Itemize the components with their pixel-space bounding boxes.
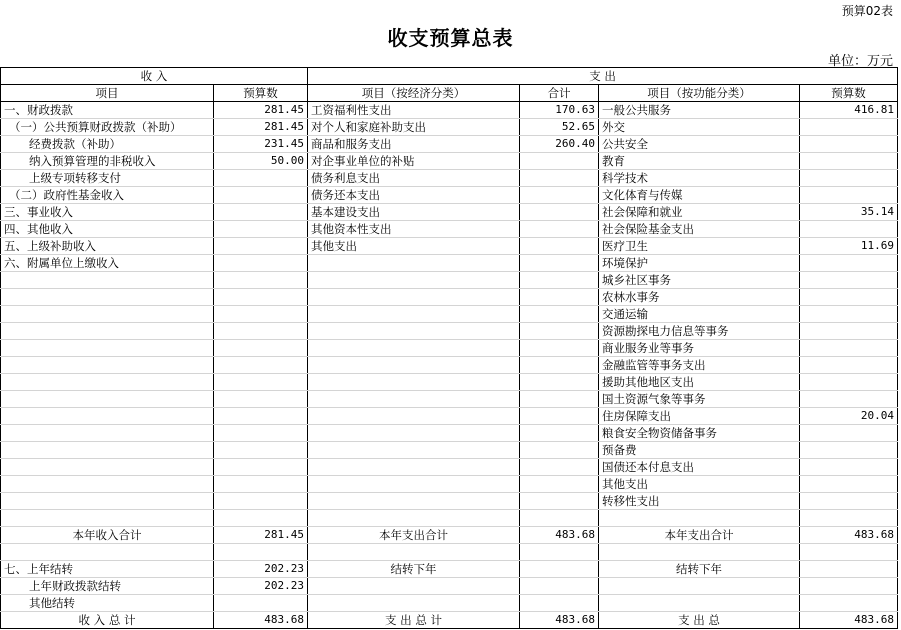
page-title: 收支预算总表 bbox=[387, 26, 514, 50]
expense-func-budget bbox=[800, 289, 898, 306]
expense-econ-total bbox=[520, 340, 599, 357]
empty-cell bbox=[599, 544, 800, 561]
income-item: （一）公共预算财政拨款（补助） bbox=[1, 119, 214, 136]
income-budget bbox=[214, 391, 308, 408]
year-income-total-label: 本年收入合计 bbox=[1, 527, 214, 544]
empty-cell bbox=[308, 544, 520, 561]
income-budget bbox=[214, 221, 308, 238]
expense-func-item: 资源勘探电力信息等事务 bbox=[599, 323, 800, 340]
expense-econ-item bbox=[308, 476, 520, 493]
empty-cell bbox=[800, 578, 898, 595]
income-item bbox=[1, 323, 214, 340]
carry-func-item bbox=[599, 578, 800, 595]
carry-income-value: 202.23 bbox=[214, 578, 308, 595]
expense-econ-total bbox=[520, 357, 599, 374]
grand-func-label: 支 出 总 bbox=[599, 612, 800, 629]
carry-econ-item: 结转下年 bbox=[308, 561, 520, 578]
expense-func-item: 环境保护 bbox=[599, 255, 800, 272]
year-total-row bbox=[1, 527, 898, 544]
expense-func-item: 商业服务业等事务 bbox=[599, 340, 800, 357]
income-item bbox=[1, 391, 214, 408]
expense-func-budget: 35.14 bbox=[800, 204, 898, 221]
income-budget bbox=[214, 408, 308, 425]
table-row bbox=[1, 442, 898, 459]
expense-econ-item: 对个人和家庭补助支出 bbox=[308, 119, 520, 136]
income-item bbox=[1, 493, 214, 510]
expense-func-item: 国土资源气象等事务 bbox=[599, 391, 800, 408]
expense-econ-item bbox=[308, 493, 520, 510]
expense-econ-item: 其他资本性支出 bbox=[308, 221, 520, 238]
income-budget bbox=[214, 442, 308, 459]
table-row bbox=[1, 238, 898, 255]
income-budget bbox=[214, 170, 308, 187]
income-budget bbox=[214, 187, 308, 204]
year-expense-total-label: 本年支出合计 bbox=[308, 527, 520, 544]
expense-econ-item bbox=[308, 289, 520, 306]
expense-econ-item: 工资福利性支出 bbox=[308, 102, 520, 119]
table-row bbox=[1, 510, 898, 527]
expense-func-item: 交通运输 bbox=[599, 306, 800, 323]
income-item: 四、其他收入 bbox=[1, 221, 214, 238]
expense-econ-item: 基本建设支出 bbox=[308, 204, 520, 221]
table-row bbox=[1, 272, 898, 289]
expense-func-item: 援助其他地区支出 bbox=[599, 374, 800, 391]
income-budget bbox=[214, 323, 308, 340]
table-row bbox=[1, 221, 898, 238]
empty-cell bbox=[214, 544, 308, 561]
grand-econ-label: 支 出 总 计 bbox=[308, 612, 520, 629]
expense-econ-total bbox=[520, 187, 599, 204]
expense-func-item: 一般公共服务 bbox=[599, 102, 800, 119]
empty-cell bbox=[520, 561, 599, 578]
income-group-header: 收 入 bbox=[1, 68, 308, 85]
expense-econ-item bbox=[308, 510, 520, 527]
expense-econ-total bbox=[520, 459, 599, 476]
income-budget bbox=[214, 272, 308, 289]
income-item: （二）政府性基金收入 bbox=[1, 187, 214, 204]
expense-econ-total bbox=[520, 476, 599, 493]
carry-income-value bbox=[214, 595, 308, 612]
income-item bbox=[1, 459, 214, 476]
income-item: 一、财政拨款 bbox=[1, 102, 214, 119]
carry-econ-item bbox=[308, 578, 520, 595]
table-row bbox=[1, 289, 898, 306]
expense-func-budget: 11.69 bbox=[800, 238, 898, 255]
income-item: 上级专项转移支付 bbox=[1, 170, 214, 187]
table-row bbox=[1, 425, 898, 442]
empty-cell bbox=[1, 544, 214, 561]
expense-econ-total bbox=[520, 221, 599, 238]
expense-econ-total bbox=[520, 425, 599, 442]
carry-income-item: 上年财政拨款结转 bbox=[1, 578, 214, 595]
income-budget: 281.45 bbox=[214, 102, 308, 119]
expense-func-item: 公共安全 bbox=[599, 136, 800, 153]
form-number: 预算02表 bbox=[841, 4, 893, 18]
col-header-budget: 预算数 bbox=[214, 85, 308, 102]
income-budget bbox=[214, 425, 308, 442]
table-row bbox=[1, 170, 898, 187]
carry-func-item bbox=[599, 595, 800, 612]
income-item: 经费拨款（补助） bbox=[1, 136, 214, 153]
carry-econ-item bbox=[308, 595, 520, 612]
expense-econ-item bbox=[308, 323, 520, 340]
income-item: 五、上级补助收入 bbox=[1, 238, 214, 255]
carry-row bbox=[1, 578, 898, 595]
expense-func-budget bbox=[800, 425, 898, 442]
expense-func-item: 社会保障和就业 bbox=[599, 204, 800, 221]
grand-func-value: 483.68 bbox=[800, 612, 898, 629]
expense-econ-item bbox=[308, 408, 520, 425]
grand-total-row bbox=[1, 612, 898, 629]
expense-econ-item bbox=[308, 374, 520, 391]
expense-func-item: 教育 bbox=[599, 153, 800, 170]
income-budget bbox=[214, 238, 308, 255]
expense-func-budget bbox=[800, 153, 898, 170]
expense-econ-item bbox=[308, 459, 520, 476]
expense-func-budget bbox=[800, 459, 898, 476]
expense-econ-item: 商品和服务支出 bbox=[308, 136, 520, 153]
expense-func-item: 农林水事务 bbox=[599, 289, 800, 306]
expense-econ-total: 260.40 bbox=[520, 136, 599, 153]
expense-func-item: 城乡社区事务 bbox=[599, 272, 800, 289]
expense-econ-total: 170.63 bbox=[520, 102, 599, 119]
year-income-total-value: 281.45 bbox=[214, 527, 308, 544]
income-budget bbox=[214, 340, 308, 357]
income-budget bbox=[214, 476, 308, 493]
col-header-total: 合计 bbox=[520, 85, 599, 102]
expense-func-budget bbox=[800, 323, 898, 340]
income-item bbox=[1, 272, 214, 289]
table-row bbox=[1, 357, 898, 374]
carry-income-item: 七、上年结转 bbox=[1, 561, 214, 578]
grand-income-label: 收 入 总 计 bbox=[1, 612, 214, 629]
income-budget: 50.00 bbox=[214, 153, 308, 170]
expense-func-budget bbox=[800, 476, 898, 493]
empty-cell bbox=[520, 544, 599, 561]
expense-func-budget bbox=[800, 255, 898, 272]
income-item bbox=[1, 408, 214, 425]
income-item bbox=[1, 357, 214, 374]
expense-econ-item bbox=[308, 340, 520, 357]
table-row bbox=[1, 340, 898, 357]
expense-econ-item bbox=[308, 357, 520, 374]
expense-econ-item: 债务利息支出 bbox=[308, 170, 520, 187]
expense-econ-item: 对企事业单位的补贴 bbox=[308, 153, 520, 170]
table-row bbox=[1, 374, 898, 391]
col-header-item: 项目 bbox=[1, 85, 214, 102]
expense-func-item: 粮食安全物资储备事务 bbox=[599, 425, 800, 442]
expense-econ-total bbox=[520, 153, 599, 170]
table-row bbox=[1, 476, 898, 493]
expense-func-budget bbox=[800, 136, 898, 153]
expense-econ-total bbox=[520, 238, 599, 255]
income-item bbox=[1, 340, 214, 357]
year-func-total-label: 本年支出合计 bbox=[599, 527, 800, 544]
expense-func-item: 医疗卫生 bbox=[599, 238, 800, 255]
empty-cell bbox=[520, 595, 599, 612]
table-row bbox=[1, 102, 898, 119]
col-header-item-func: 项目（按功能分类） bbox=[599, 85, 800, 102]
expense-econ-total bbox=[520, 391, 599, 408]
income-item: 三、事业收入 bbox=[1, 204, 214, 221]
income-item: 纳入预算管理的非税收入 bbox=[1, 153, 214, 170]
expense-func-budget bbox=[800, 357, 898, 374]
expense-func-budget bbox=[800, 340, 898, 357]
expense-func-item: 其他支出 bbox=[599, 476, 800, 493]
expense-func-budget bbox=[800, 510, 898, 527]
expense-func-budget bbox=[800, 493, 898, 510]
income-budget bbox=[214, 459, 308, 476]
budget-table bbox=[0, 67, 898, 629]
income-item bbox=[1, 425, 214, 442]
empty-cell bbox=[800, 544, 898, 561]
expense-func-budget bbox=[800, 374, 898, 391]
spacer-row bbox=[1, 544, 898, 561]
income-item bbox=[1, 374, 214, 391]
table-row bbox=[1, 306, 898, 323]
expense-econ-total bbox=[520, 323, 599, 340]
expense-func-budget bbox=[800, 221, 898, 238]
expense-econ-item bbox=[308, 425, 520, 442]
year-expense-total-value: 483.68 bbox=[520, 527, 599, 544]
expense-func-budget bbox=[800, 119, 898, 136]
income-item bbox=[1, 289, 214, 306]
col-header-budget2: 预算数 bbox=[800, 85, 898, 102]
col-header-item-econ: 项目（按经济分类） bbox=[308, 85, 520, 102]
expense-func-budget bbox=[800, 391, 898, 408]
empty-cell bbox=[800, 561, 898, 578]
income-budget: 231.45 bbox=[214, 136, 308, 153]
expense-func-item: 国债还本付息支出 bbox=[599, 459, 800, 476]
income-item bbox=[1, 442, 214, 459]
expense-func-item: 外交 bbox=[599, 119, 800, 136]
expense-func-budget bbox=[800, 170, 898, 187]
expense-econ-total bbox=[520, 306, 599, 323]
income-item bbox=[1, 306, 214, 323]
income-item bbox=[1, 510, 214, 527]
expense-econ-item: 其他支出 bbox=[308, 238, 520, 255]
table-row bbox=[1, 459, 898, 476]
expense-econ-total bbox=[520, 442, 599, 459]
expense-econ-item bbox=[308, 306, 520, 323]
expense-econ-total bbox=[520, 170, 599, 187]
income-budget bbox=[214, 357, 308, 374]
expense-func-budget bbox=[800, 187, 898, 204]
carry-row bbox=[1, 561, 898, 578]
table-row bbox=[1, 119, 898, 136]
table-row bbox=[1, 153, 898, 170]
grand-econ-value: 483.68 bbox=[520, 612, 599, 629]
expense-econ-item bbox=[308, 442, 520, 459]
income-budget bbox=[214, 493, 308, 510]
carry-func-item: 结转下年 bbox=[599, 561, 800, 578]
table-row bbox=[1, 391, 898, 408]
expense-econ-total bbox=[520, 204, 599, 221]
expense-econ-total bbox=[520, 374, 599, 391]
expense-econ-item bbox=[308, 391, 520, 408]
expense-func-budget: 416.81 bbox=[800, 102, 898, 119]
carry-income-value: 202.23 bbox=[214, 561, 308, 578]
table-row bbox=[1, 204, 898, 221]
empty-cell bbox=[800, 595, 898, 612]
expense-func-item bbox=[599, 510, 800, 527]
table-row bbox=[1, 493, 898, 510]
expense-econ-total: 52.65 bbox=[520, 119, 599, 136]
income-budget bbox=[214, 204, 308, 221]
table-row bbox=[1, 255, 898, 272]
expense-func-item: 预备费 bbox=[599, 442, 800, 459]
expense-econ-total bbox=[520, 510, 599, 527]
expense-func-item: 社会保险基金支出 bbox=[599, 221, 800, 238]
expense-econ-total bbox=[520, 493, 599, 510]
table-row bbox=[1, 408, 898, 425]
expense-econ-total bbox=[520, 289, 599, 306]
expense-econ-total bbox=[520, 272, 599, 289]
expense-econ-item bbox=[308, 272, 520, 289]
income-budget bbox=[214, 374, 308, 391]
income-budget bbox=[214, 306, 308, 323]
expense-econ-item: 债务还本支出 bbox=[308, 187, 520, 204]
carry-income-item: 其他结转 bbox=[1, 595, 214, 612]
expense-func-item: 转移性支出 bbox=[599, 493, 800, 510]
year-func-total-value: 483.68 bbox=[800, 527, 898, 544]
expense-func-budget bbox=[800, 272, 898, 289]
expense-econ-item bbox=[308, 255, 520, 272]
income-budget: 281.45 bbox=[214, 119, 308, 136]
table-row bbox=[1, 136, 898, 153]
income-budget bbox=[214, 255, 308, 272]
expense-func-budget bbox=[800, 306, 898, 323]
table-row bbox=[1, 187, 898, 204]
table-row bbox=[1, 323, 898, 340]
expense-func-item: 科学技术 bbox=[599, 170, 800, 187]
expense-econ-total bbox=[520, 408, 599, 425]
expense-func-budget bbox=[800, 442, 898, 459]
empty-cell bbox=[520, 578, 599, 595]
expense-group-header: 支 出 bbox=[308, 68, 898, 85]
expense-func-budget: 20.04 bbox=[800, 408, 898, 425]
expense-func-item: 金融监管等事务支出 bbox=[599, 357, 800, 374]
unit-label: 单位：万元 bbox=[827, 54, 893, 69]
grand-income-value: 483.68 bbox=[214, 612, 308, 629]
expense-func-item: 文化体育与传媒 bbox=[599, 187, 800, 204]
income-item: 六、附属单位上缴收入 bbox=[1, 255, 214, 272]
income-budget bbox=[214, 289, 308, 306]
expense-func-item: 住房保障支出 bbox=[599, 408, 800, 425]
income-item bbox=[1, 476, 214, 493]
income-budget bbox=[214, 510, 308, 527]
expense-econ-total bbox=[520, 255, 599, 272]
carry-row bbox=[1, 595, 898, 612]
